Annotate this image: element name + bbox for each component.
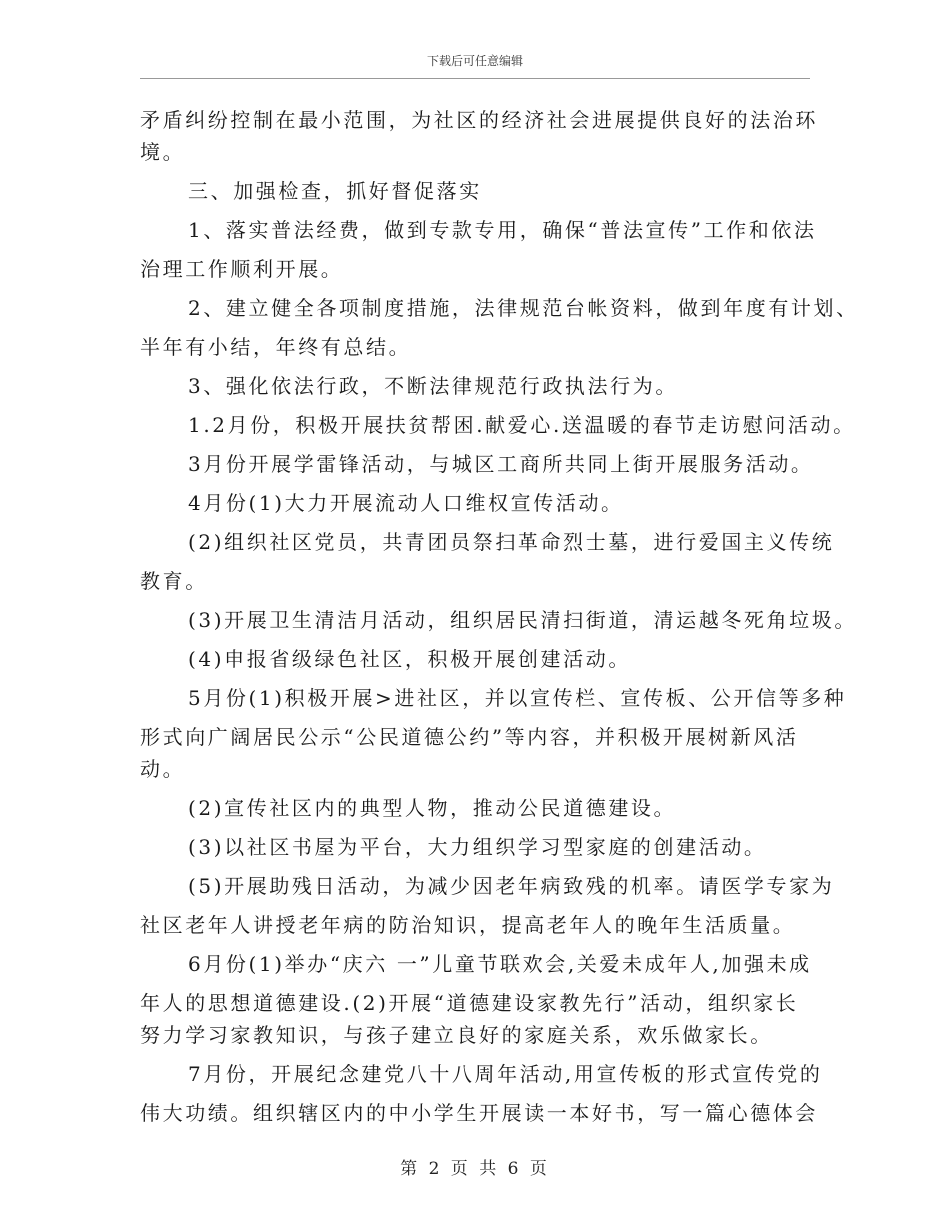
paragraph-line: 半年有小结，年终有总结。 [140, 335, 412, 359]
paragraph [140, 175, 820, 207]
paragraph [140, 870, 835, 902]
paragraph-line: 年人的思想道德建设.(2)开展“道德建设家教先行”活动，组织家长 [140, 991, 799, 1015]
paragraph-line: 形式向广阔居民公示“公民道德公约”等内容，并积极开展树新风活 [140, 725, 799, 749]
paragraph-line: 6月份(1)举办“庆六 一”儿童节联欢会,关爱未成年人,加强未成 [188, 952, 812, 976]
paragraph [140, 331, 820, 363]
paragraph-line: 社区老年人讲授老年病的防治知识，提高老年人的晚年生活质量。 [140, 913, 796, 937]
paragraph-line: 伟大功绩。组织辖区内的中小学生开展读一本好书，写一篇心德体会 [140, 1101, 818, 1125]
paragraph [140, 487, 820, 519]
paragraph [140, 682, 847, 714]
paragraph [140, 1058, 823, 1090]
paragraph-line: (5)开展助残日活动，为减少因老年病致残的机率。请医学专家为 [188, 874, 835, 898]
paragraph-line: (3)以社区书屋为平台，大力组织学习型家庭的创建活动。 [188, 835, 767, 859]
paragraph [140, 792, 820, 824]
paragraph [140, 909, 820, 941]
paragraph-line: (2)宣传社区内的典型人物，推动公民道德建设。 [188, 796, 677, 820]
paragraph [140, 604, 857, 636]
paragraph-line: 3月份开展学雷锋活动，与城区工商所共同上街开展服务活动。 [188, 452, 814, 476]
paragraph-line: 4月份(1)大力开展流动人口维权宣传活动。 [188, 491, 624, 515]
paragraph [140, 987, 820, 1051]
paragraph [140, 721, 820, 785]
page-header: 下载后可任意编辑 [426, 54, 523, 68]
paragraph-line: (3)开展卫生清洁月活动，组织居民清扫街道，清运越冬死角垃圾。 [188, 608, 857, 632]
paragraph-line: (2)组织社区党员，共青团员祭扫革命烈士墓，进行爱国主义传统 [188, 530, 835, 554]
paragraph-line: 治理工作顺利开展。 [140, 257, 344, 281]
paragraph-line: 2、建立健全各项制度措施，法律规范台帐资料，做到年度有计划、 [188, 296, 859, 320]
paragraph-line: 5月份(1)积极开展>进社区，并以宣传栏、宣传板、公开信等多种 [188, 686, 847, 710]
paragraph [140, 370, 820, 402]
paragraph [140, 1097, 820, 1129]
paragraph-line: (4)申报省级绿色社区，积极开展创建活动。 [188, 647, 631, 671]
paragraph [140, 214, 820, 246]
paragraph [140, 948, 820, 980]
paragraph [140, 565, 820, 597]
paragraph-line: 3、强化依法行政，不断法律规范行政执法行为。 [188, 374, 678, 398]
paragraph [140, 643, 820, 675]
page-number: 第 2 页 共 6 页 [400, 1159, 550, 1179]
paragraph-line: 1.2月份，积极开展扶贫帮困.献爱心.送温暖的春节走访慰问活动。 [188, 413, 856, 437]
paragraph [140, 448, 820, 480]
paragraph [140, 526, 835, 558]
paragraph [140, 104, 820, 168]
paragraph-line: 动。 [140, 757, 186, 781]
paragraph [140, 831, 820, 863]
paragraph [140, 292, 859, 324]
paragraph-line: 境。 [140, 140, 186, 164]
document-body [140, 104, 859, 1136]
paragraph [140, 409, 856, 441]
header-divider [140, 78, 810, 79]
paragraph-line: 矛盾纠纷控制在最小范围，为社区的经济社会进展提供良好的法治环 [140, 108, 818, 132]
paragraph [140, 253, 820, 285]
paragraph-line: 7月份，开展纪念建党八十八周年活动,用宣传板的形式宣传党的 [188, 1062, 823, 1086]
paragraph-line: 1、落实普法经费，做到专款专用，确保“普法宣传”工作和依法 [188, 218, 817, 242]
paragraph-line: 教育。 [140, 569, 208, 593]
paragraph-line: 三、加强检查，抓好督促落实 [188, 179, 482, 203]
paragraph-line: 努力学习家教知识，与孩子建立良好的家庭关系，欢乐做家长。 [140, 1023, 773, 1047]
